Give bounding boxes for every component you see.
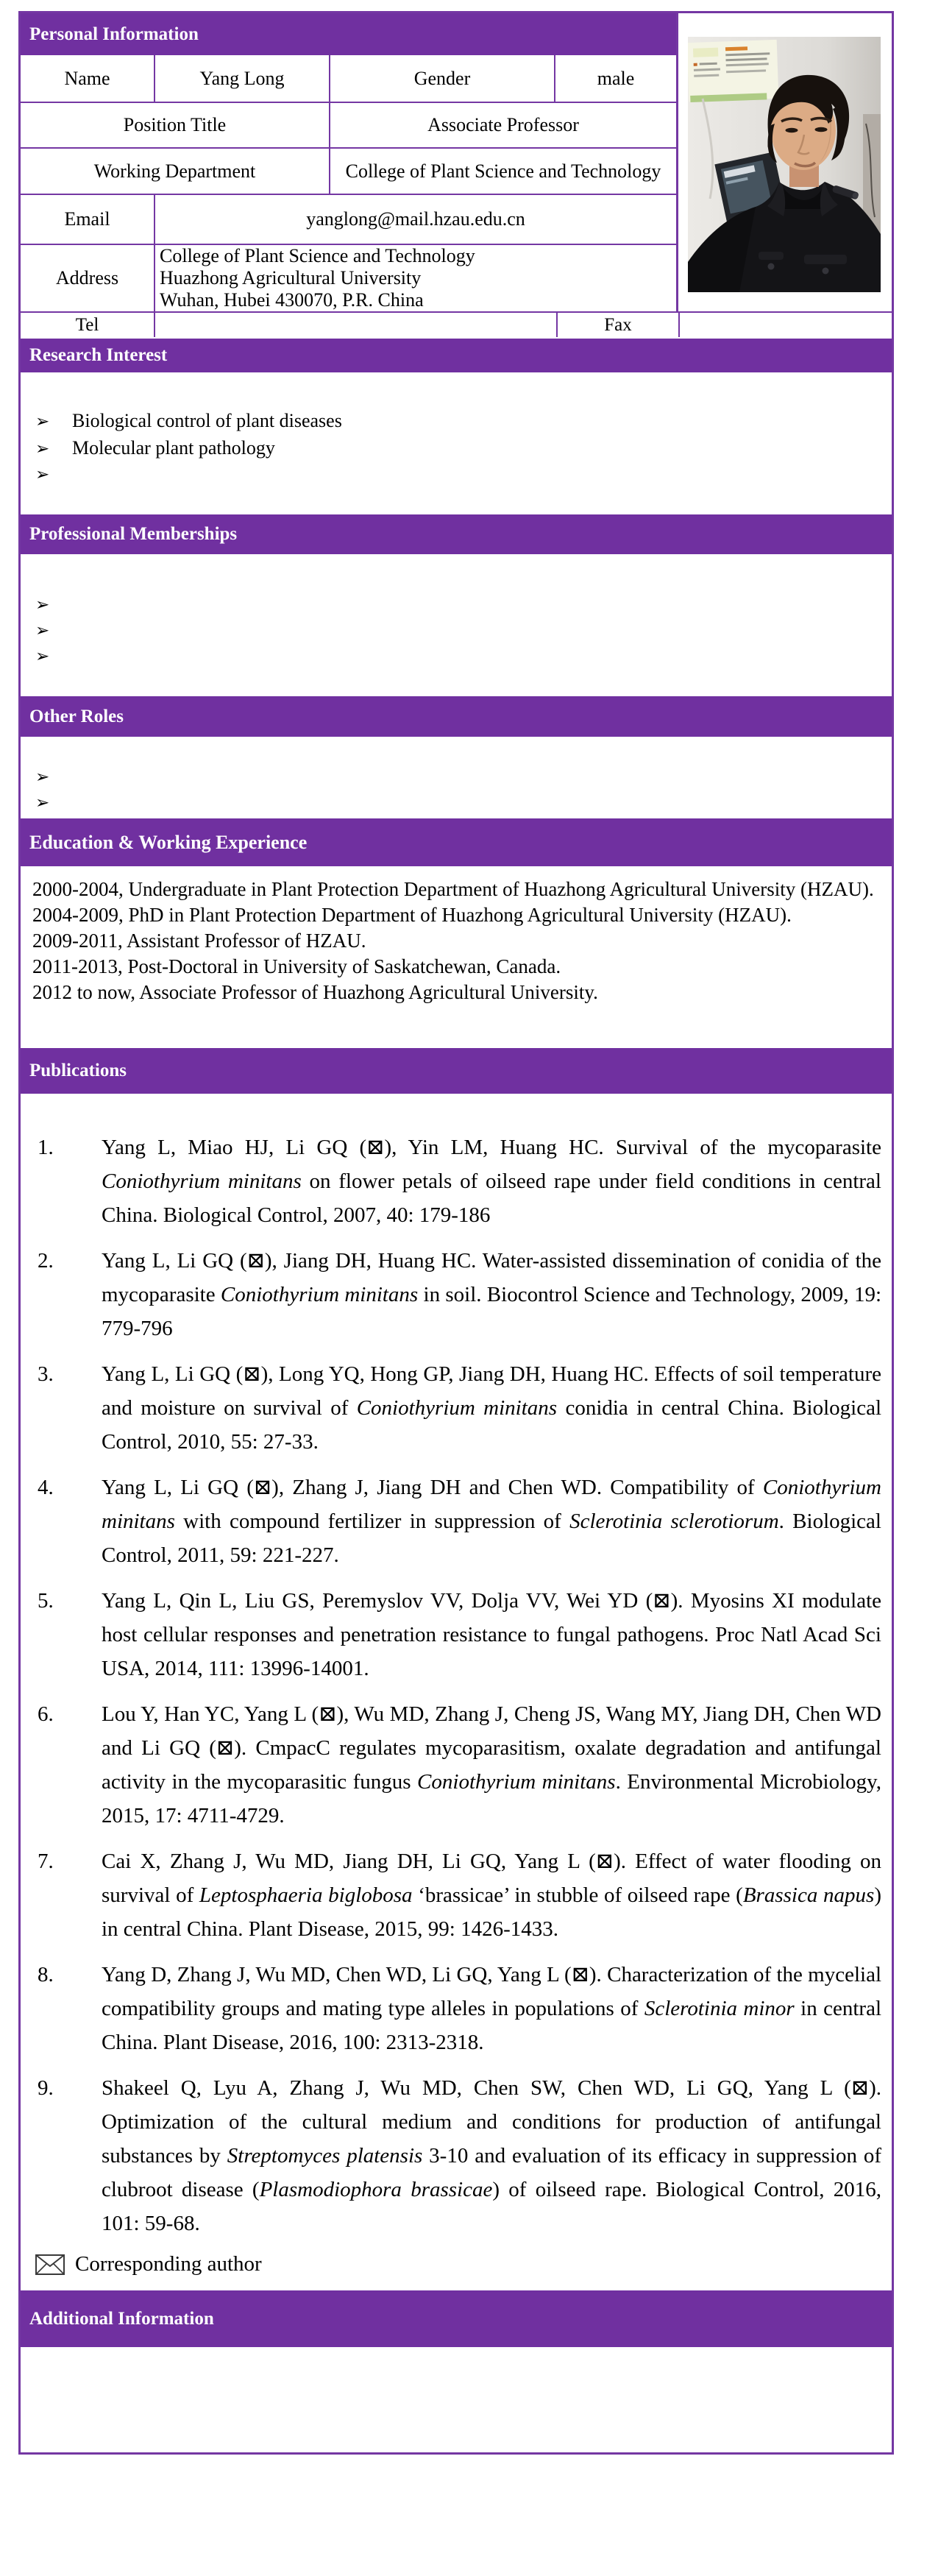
publication-item [21, 1471, 892, 1572]
address-line-1: College of Plant Science and Technology [160, 245, 475, 266]
envelope-icon [35, 2254, 65, 2275]
position-value: Associate Professor [427, 114, 579, 135]
research-interest-body [21, 372, 892, 513]
department-value: College of Plant Science and Technology [345, 160, 661, 182]
name-label: Name [21, 55, 155, 102]
education-line: 2000-2004, Undergraduate in Plant Protection Department of Huazhong Agricultural University (HZAU). [32, 878, 874, 900]
publication-text: Yang L, Qin L, Liu GS, Peremyslov VV, Dolja VV, Wei YD (⊠). Myosins XI modulate host cellular responses and penetration resistance to fungal pathogens. Proc Natl Acad Sci USA, 2014, 111: 13996-14001. [102, 1589, 881, 1680]
arrow-bullet-icon: ➢ [35, 621, 50, 640]
education-line: 2009-2011, Assistant Professor of HZAU. [32, 930, 366, 952]
publication-item [21, 1130, 892, 1232]
additional-information-body [21, 2347, 892, 2452]
row-working-department [21, 149, 676, 195]
address-label: Address [21, 245, 155, 311]
publication-text: Lou Y, Han YC, Yang L (⊠), Wu MD, Zhang J, Cheng JS, Wang MY, Jiang DH, Chen WD and Li GQ (⊠). CmpacC regulates mycoparasitism, oxalate degradation and antifungal activity in the mycoparasitic fungus Coniothyrium minitans. Environmental Microbiology, 2015, 17: 4711-4729. [102, 1702, 882, 1827]
publication-text: Shakeel Q, Lyu A, Zhang J, Wu MD, Chen SW, Chen WD, Li GQ, Yang L (⊠). Optimization of the cultural medium and conditions for production of antifungal substances by Streptomyces platensis 3-10 and evaluation of its efficacy in suppression of clubroot disease (Plasmodiophora brassicae) of oilseed rape. Biological Control, 2016, 101: 59-68. [102, 2076, 882, 2235]
photo-cell [676, 13, 892, 311]
profile-photo-illustration [688, 37, 881, 292]
education-band [21, 818, 892, 866]
education-line: 2011-2013, Post-Doctoral in University of Saskatchewan, Canada. [32, 955, 561, 977]
professional-memberships-title: Professional Memberships [29, 524, 238, 544]
personal-info-table [21, 13, 676, 311]
education-title: Education & Working Experience [29, 831, 308, 853]
fax-value [680, 313, 892, 337]
publication-number: 5. [38, 1589, 54, 1613]
personal-information-title: Personal Information [29, 24, 199, 44]
publication-number: 9. [38, 2076, 54, 2100]
arrow-bullet-icon: ➢ [35, 647, 50, 666]
publication-number: 3. [38, 1362, 54, 1386]
research-interest-text: Molecular plant pathology [72, 437, 275, 459]
other-role-item [21, 790, 892, 816]
publication-text: Yang L, Miao HJ, Li GQ (⊠), Yin LM, Huang HC. Survival of the mycoparasite Coniothyrium minitans on flower petals of oilseed rape under field conditions in central China. Biological Control, 2007, 40: 179-186 [102, 1136, 881, 1227]
row-address [21, 245, 676, 311]
additional-information-band [21, 2290, 892, 2347]
email-label: Email [21, 195, 155, 244]
personal-info-block [21, 13, 892, 313]
arrow-bullet-icon: ➢ [35, 439, 50, 459]
publication-item [21, 1697, 892, 1833]
publications-list [21, 1130, 892, 2240]
other-roles-title: Other Roles [29, 706, 124, 726]
name-value: Yang Long [155, 55, 330, 102]
row-name-gender [21, 55, 676, 103]
publication-item [21, 1584, 892, 1685]
education-body [21, 866, 892, 1047]
membership-item [21, 618, 892, 644]
professional-memberships-body [21, 554, 892, 695]
research-interest-text: Biological control of plant diseases [72, 410, 342, 431]
research-interest-title: Research Interest [29, 345, 168, 365]
row-position-title [21, 103, 676, 149]
publication-item [21, 1244, 892, 1345]
education-line: 2004-2009, PhD in Plant Protection Department of Huazhong Agricultural University (HZAU). [32, 904, 792, 926]
profile-document [18, 11, 894, 2455]
publications-title: Publications [29, 1061, 127, 1080]
publication-item [21, 1357, 892, 1459]
personal-information-band [21, 13, 676, 55]
membership-item [21, 592, 892, 618]
publication-text: Cai X, Zhang J, Wu MD, Jiang DH, Li GQ, Yang L (⊠). Effect of water flooding on survival of Leptosphaeria biglobosa ‘brassicae’ in stubble of oilseed rape (Brassica napus) in central China. Plant Disease, 2015, 99: 1426-1433. [102, 1850, 881, 1941]
arrow-bullet-icon: ➢ [35, 595, 50, 615]
email-value: yanglong@mail.hzau.edu.cn [306, 208, 525, 230]
arrow-bullet-icon: ➢ [35, 465, 50, 484]
research-interest-band [21, 339, 892, 372]
corresponding-author-note [21, 2252, 892, 2276]
publications-body [21, 1094, 892, 2289]
gender-label: Gender [330, 55, 555, 102]
other-role-item [21, 765, 892, 790]
publications-band [21, 1048, 892, 1094]
publication-text: Yang D, Zhang J, Wu MD, Chen WD, Li GQ, Yang L (⊠). Characterization of the mycelial compatibility groups and mating type alleles in populations of Sclerotinia minor in central China. Plant Disease, 2016, 100: 2313-2318. [102, 1963, 882, 2054]
publication-number: 7. [38, 1850, 54, 1873]
research-interest-item [21, 435, 892, 462]
profile-photo [688, 37, 881, 292]
row-tel-fax [21, 313, 892, 337]
department-label: Working Department [21, 149, 330, 194]
publication-text: Yang L, Li GQ (⊠), Jiang DH, Huang HC. Water-assisted dissemination of conidia of the mycoparasite Coniothyrium minitans in soil. Biocontrol Science and Technology, 2009, 19: 779-796 [102, 1249, 882, 1340]
publication-text: Yang L, Li GQ (⊠), Long YQ, Hong GP, Jiang DH, Huang HC. Effects of soil temperature and moisture on survival of Coniothyrium minitans conidia in central China. Biological Control, 2010, 55: 27-33. [102, 1362, 881, 1454]
publication-number: 4. [38, 1476, 54, 1499]
arrow-bullet-icon: ➢ [35, 412, 50, 431]
gender-value: male [597, 67, 635, 89]
corresponding-author-text: Corresponding author [75, 2252, 262, 2276]
publication-number: 8. [38, 1963, 54, 1986]
publication-number: 6. [38, 1702, 54, 1726]
address-value [155, 245, 676, 311]
professional-memberships-band [21, 514, 892, 554]
arrow-bullet-icon: ➢ [35, 793, 50, 813]
publication-number: 2. [38, 1249, 54, 1273]
research-interest-item [21, 462, 892, 488]
other-roles-body [21, 737, 892, 817]
publication-number: 1. [38, 1136, 54, 1159]
publication-item [21, 2071, 892, 2240]
address-line-2: Huazhong Agricultural University [160, 267, 422, 289]
row-email [21, 195, 676, 245]
arrow-bullet-icon: ➢ [35, 768, 50, 787]
tel-label: Tel [21, 313, 155, 337]
research-interest-item [21, 408, 892, 435]
other-roles-band [21, 696, 892, 737]
fax-label: Fax [558, 313, 680, 337]
address-line-3: Wuhan, Hubei 430070, P.R. China [160, 289, 424, 311]
tel-value [155, 313, 558, 337]
position-label: Position Title [21, 103, 330, 147]
publication-item [21, 1958, 892, 2059]
publication-item [21, 1844, 892, 1946]
additional-information-title: Additional Information [29, 2308, 214, 2329]
education-line: 2012 to now, Associate Professor of Huazhong Agricultural University. [32, 981, 598, 1003]
membership-item [21, 644, 892, 670]
publication-text: Yang L, Li GQ (⊠), Zhang J, Jiang DH and Chen WD. Compatibility of Coniothyrium minitans with compound fertilizer in suppression of Sclerotinia sclerotiorum. Biological Control, 2011, 59: 221-227. [102, 1476, 881, 1567]
